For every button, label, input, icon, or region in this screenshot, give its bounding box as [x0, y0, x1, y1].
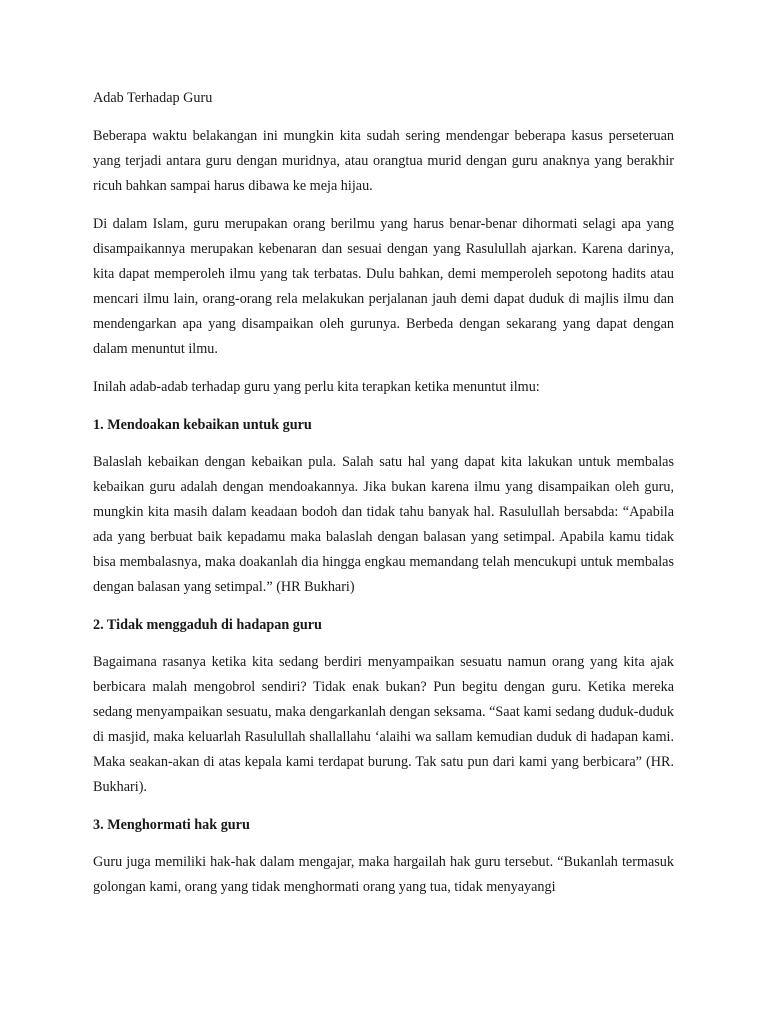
- intro-paragraph-1: Beberapa waktu belakangan ini mungkin kita sudah sering mendengar beberapa kasus perseteruan yang terjadi antara guru dengan muridnya, atau orangtua murid dengan guru anaknya yang berakhir ricuh bahkan sampai harus dibawa ke meja hijau.: [93, 128, 674, 194]
- document-title: Adab Terhadap Guru: [93, 90, 213, 106]
- section-3-heading: 3. Menghormati hak guru: [93, 817, 250, 833]
- section-2-heading: 2. Tidak menggaduh di hadapan guru: [93, 617, 322, 633]
- section-1-heading: 1. Mendoakan kebaikan untuk guru: [93, 417, 312, 433]
- document-page: [93, 86, 674, 913]
- intro-paragraph-2: Di dalam Islam, guru merupakan orang berilmu yang harus benar-benar dihormati selagi apa yang disampaikannya merupakan kebenaran dan sesuai dengan yang Rasulullah ajarkan. Karena darinya, kita dapat memperoleh ilmu yang tak terbatas. Dulu bahkan, demi memperoleh sepotong hadits atau mencari ilmu lain, orang-orang rela melakukan perjalanan jauh demi dapat duduk di majlis ilmu dan mendengarkan apa yang disampaikan oleh gurunya. Berbeda dengan sekarang yang dapat dengan dalam menuntut ilmu.: [93, 216, 674, 357]
- intro-paragraph-3: Inilah adab-adab terhadap guru yang perlu kita terapkan ketika menuntut ilmu:: [93, 379, 540, 395]
- section-1-body: Balaslah kebaikan dengan kebaikan pula. Salah satu hal yang dapat kita lakukan untuk membalas kebaikan guru adalah dengan mendoakannya. Jika bukan karena ilmu yang disampaikan oleh guru, mungkin kita masih dalam keadaan bodoh dan tidak tahu banyak hal. Rasulullah bersabda: “Apabila ada yang berbuat baik kepadamu maka balaslah dengan balasan yang setimpal. Apabila kamu tidak bisa membalasnya, maka doakanlah dia hingga engkau memandang telah mencukupi untuk membalas dengan balasan yang setimpal.” (HR Bukhari): [93, 454, 674, 595]
- section-2-body: Bagaimana rasanya ketika kita sedang berdiri menyampaikan sesuatu namun orang yang kita ajak berbicara malah mengobrol sendiri? Tidak enak bukan? Pun begitu dengan guru. Ketika mereka sedang menyampaikan sesuatu, maka dengarkanlah dengan seksama. “Saat kami sedang duduk-duduk di masjid, maka keluarlah Rasulullah shallallahu ‘alaihi wa sallam kemudian duduk di hadapan kami. Maka seakan-akan di atas kepala kami terdapat burung. Tak satu pun dari kami yang berbicara” (HR. Bukhari).: [93, 654, 674, 795]
- section-3-body: Guru juga memiliki hak-hak dalam mengajar, maka hargailah hak guru tersebut. “Bukanlah termasuk golongan kami, orang yang tidak menghormati orang yang tua, tidak menyayangi: [93, 854, 674, 895]
